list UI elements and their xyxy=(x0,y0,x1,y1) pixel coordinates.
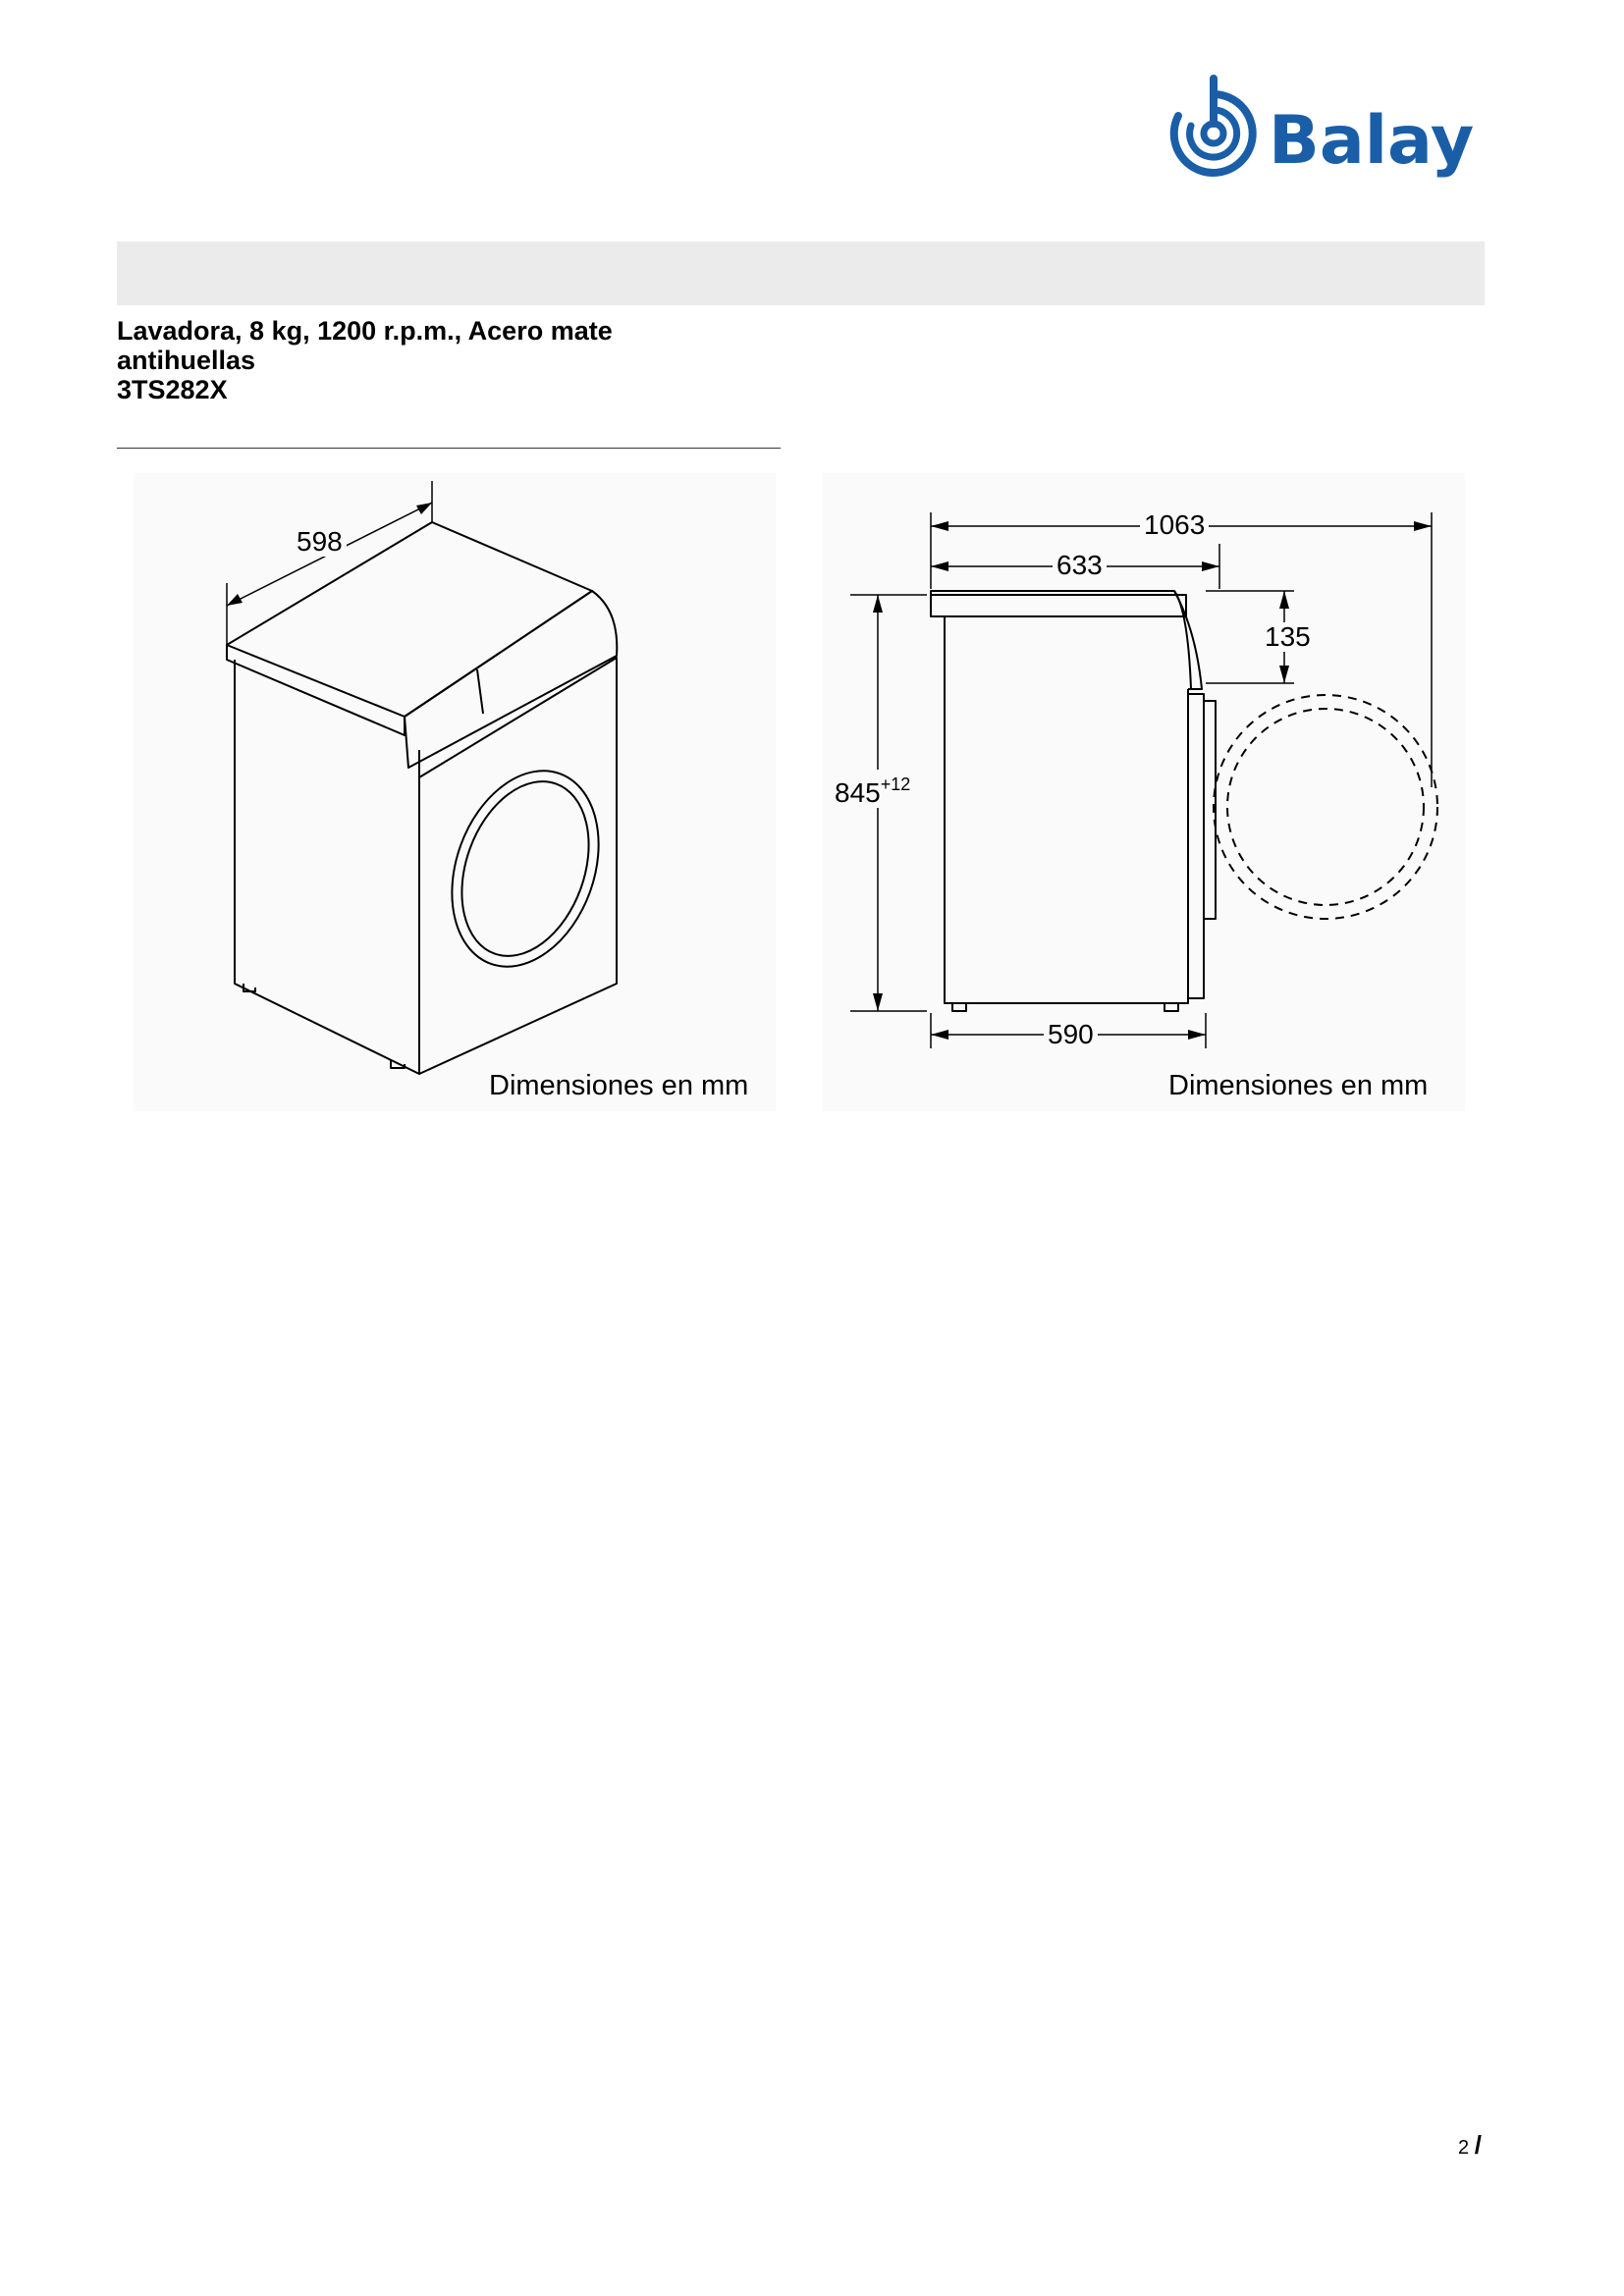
height-value: 845 xyxy=(835,777,881,808)
page-number-value: 2 xyxy=(1458,2137,1470,2159)
depth-label: 633 xyxy=(1053,551,1107,580)
balay-logo xyxy=(1159,75,1492,185)
product-model: 3TS282X xyxy=(117,375,228,404)
page-number xyxy=(1458,2130,1482,2161)
total-depth-label: 1063 xyxy=(1140,510,1209,540)
isometric-drawing xyxy=(134,473,776,1111)
panel-height-label: 135 xyxy=(1261,622,1315,652)
logo-wordmark: Balay xyxy=(1269,102,1475,180)
side-view-drawing-svg xyxy=(823,473,1465,1111)
base-depth-label: 590 xyxy=(1044,1020,1098,1049)
balay-logo-mark xyxy=(1159,75,1492,185)
isometric-drawing-svg xyxy=(134,473,776,1111)
product-title xyxy=(117,316,804,404)
header-bar xyxy=(117,241,1485,305)
left-figure-caption: Dimensiones en mm xyxy=(489,1070,749,1101)
right-figure-caption: Dimensiones en mm xyxy=(1168,1070,1429,1101)
height-tolerance: +12 xyxy=(880,774,911,794)
width-dimension-label: 598 xyxy=(293,527,347,557)
product-title-line-1: Lavadora, 8 kg, 1200 r.p.m., Acero mate xyxy=(117,316,613,346)
product-title-line-2: antihuellas xyxy=(117,346,256,375)
page-separator: / xyxy=(1474,2130,1482,2160)
height-label xyxy=(831,770,914,808)
side-view-drawing xyxy=(823,473,1465,1111)
title-divider xyxy=(117,448,781,449)
